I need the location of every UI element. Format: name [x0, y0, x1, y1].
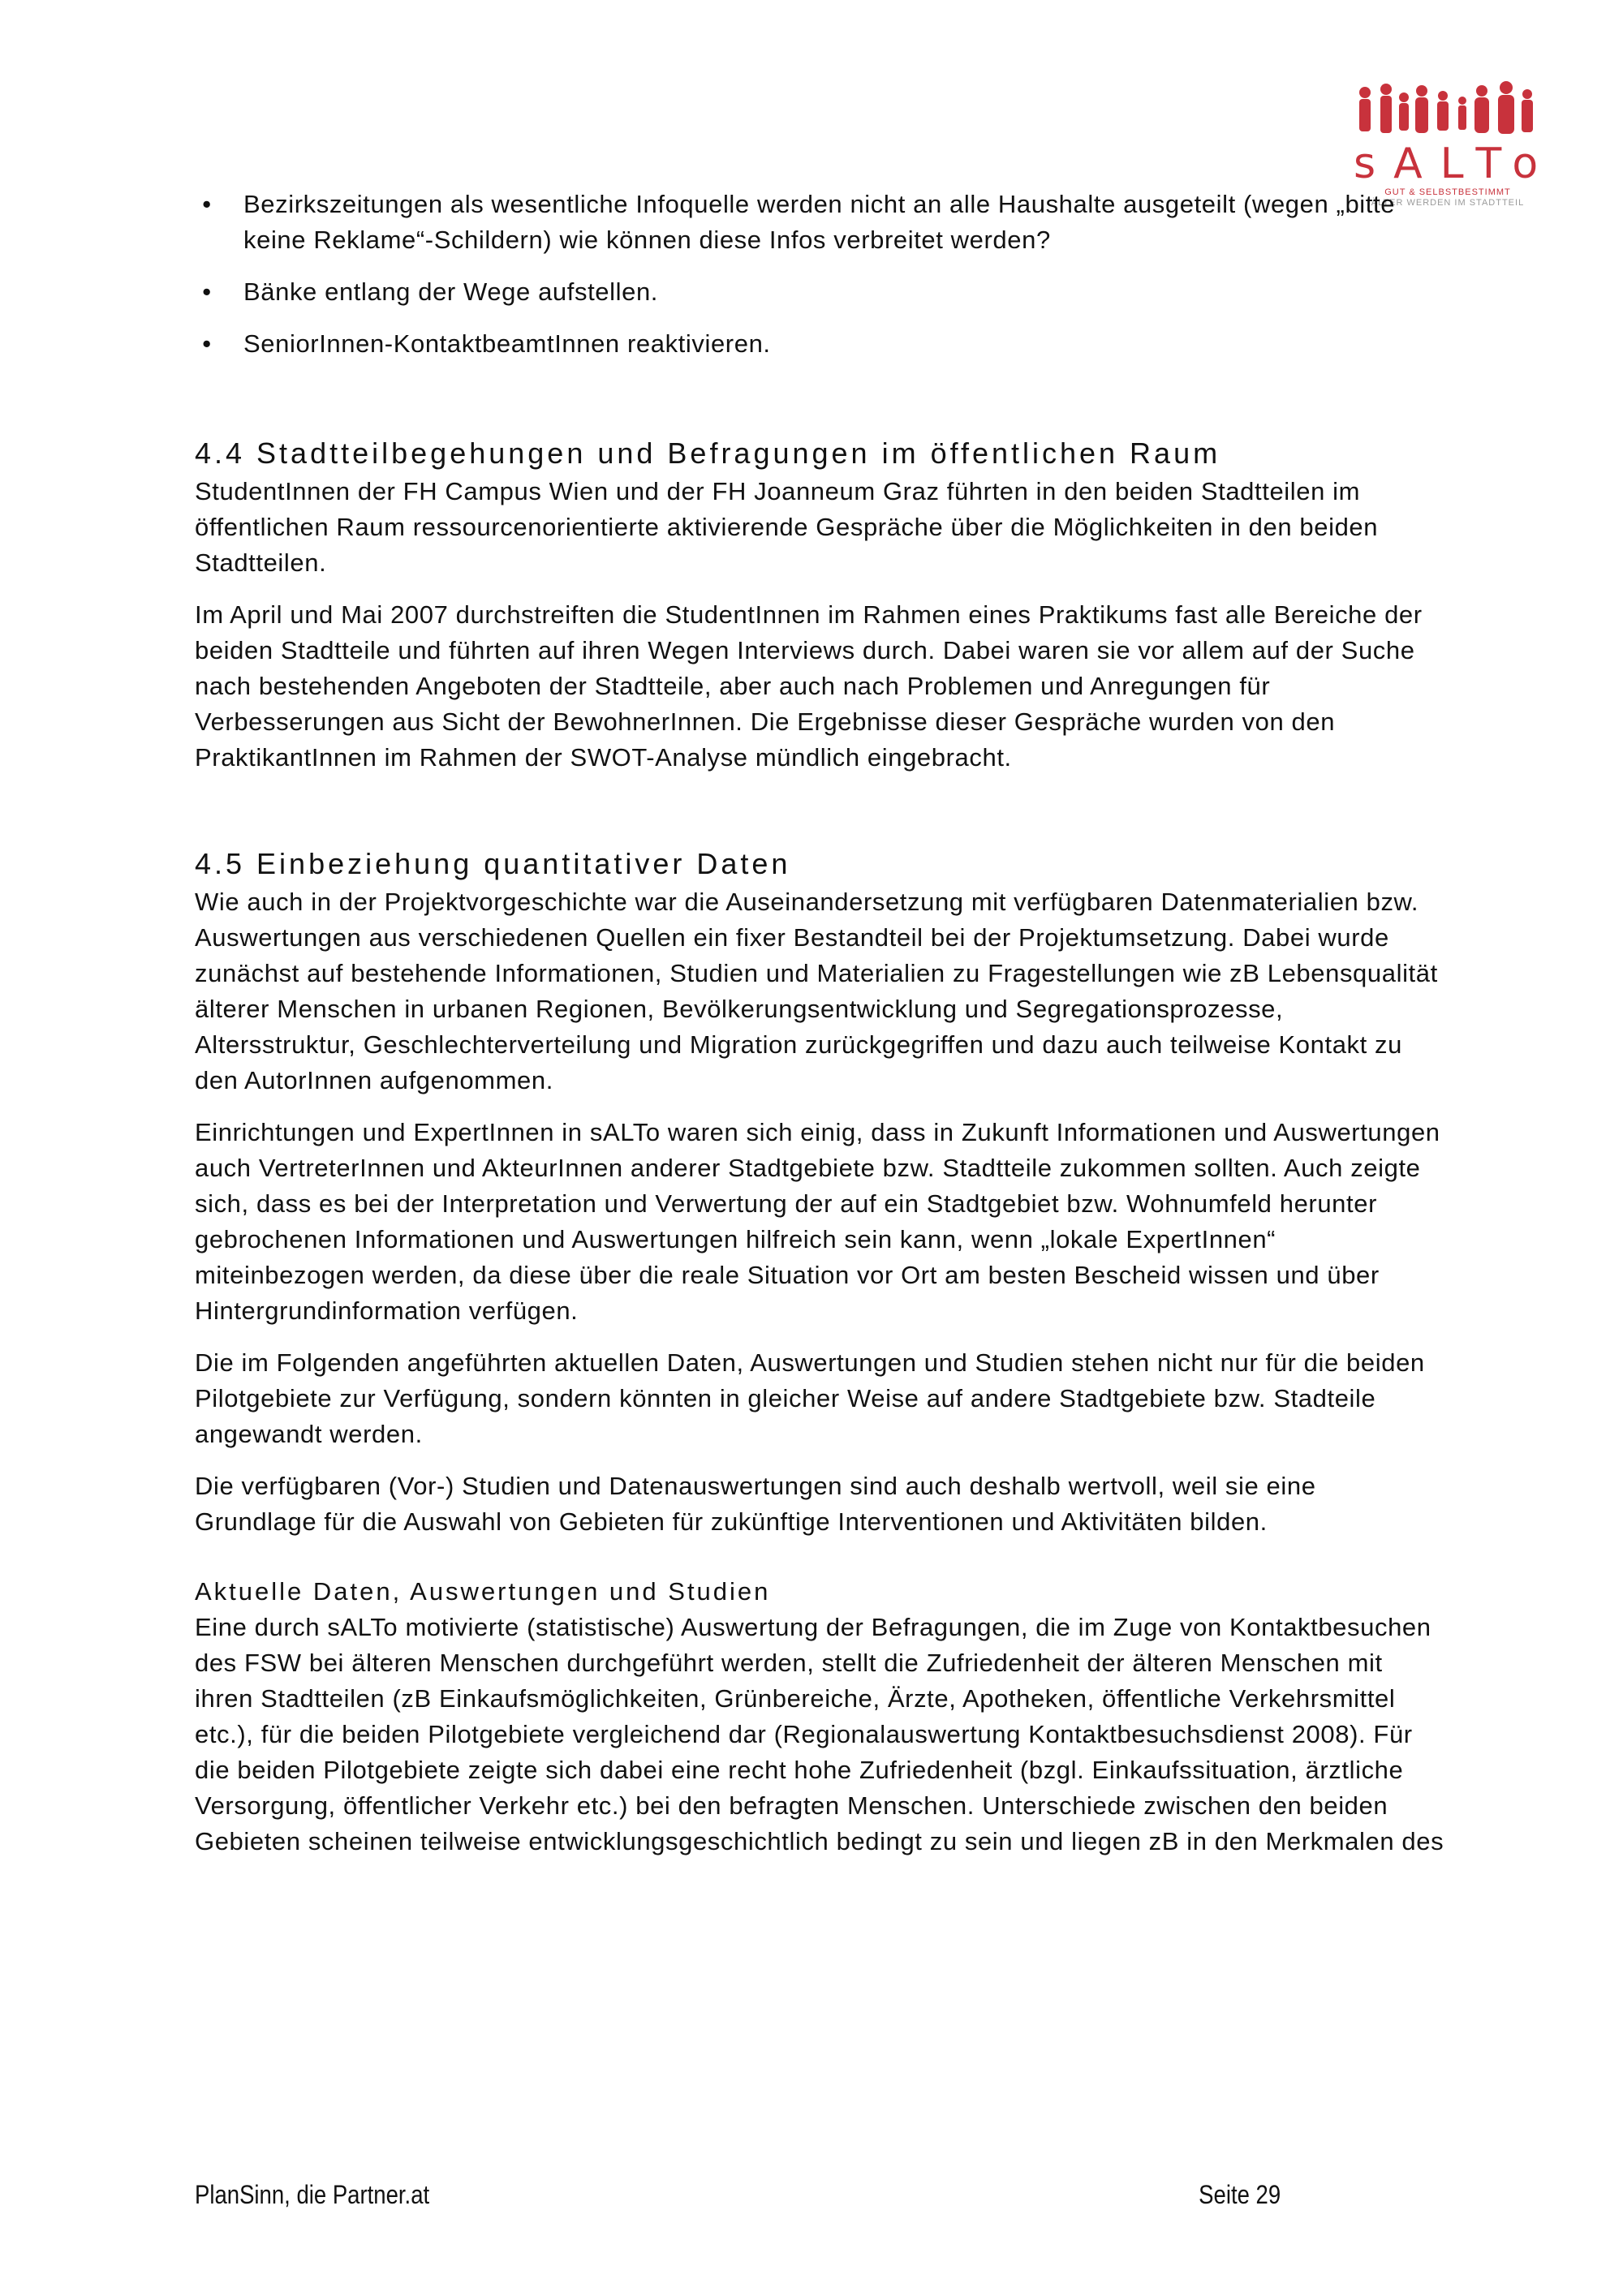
footer-source: PlanSinn, die Partner.at — [195, 2180, 430, 2209]
page-number: Seite 29 — [1199, 2180, 1281, 2209]
paragraph: Die im Folgenden angeführten aktuellen Daten, Auswertungen und Studien stehen nicht nur für die beiden Pilotgebiete zur Verfügung, sondern könnten in gleicher Weise auf andere Stadtgebiete bzw. Stadteile angewandt werden. — [195, 1348, 1425, 1448]
paragraph: Wie auch in der Projektvorgeschichte war die Auseinandersetzung mit verfügbaren Datenmaterialien bzw. Auswertungen aus verschiedenen Quellen ein fixer Bestandteil bei der Projektumsetzung. Dabei wurde zunächst auf bestehende Informationen, Studien und Materialien zu Fragestellungen wie zB Lebensqualität älterer Menschen in urbanen Regionen, Bevölkerungsentwicklung und Segregationsprozesse, Altersstruktur, Geschlechterverteilung und Migration zurückgegriffen und dazu auch teilweise Kontakt zu den AutorInnen aufgenommen. — [195, 888, 1438, 1094]
page-footer — [195, 2177, 1281, 2212]
paragraph: Einrichtungen und ExpertInnen in sALTo waren sich einig, dass in Zukunft Informationen und Auswertungen auch VertreterInnen und AkteurInnen anderer Stadtgebiete bzw. Stadtteile zukommen sollten. Auch zeigte sich, dass es bei der Interpretation und Verwertung der auf ein Stadtgebiet bzw. Wohnumfeld herunter gebrochenen Informationen und Auswertungen hilfreich sein kann, wenn „lokale ExpertInnen“ miteinbezogen werden, da diese über die reale Situation vor Ort am besten Bescheid wissen und über Hintergrundinformation verfügen. — [195, 1118, 1440, 1325]
paragraph: Im April und Mai 2007 durchstreiften die StudentInnen im Rahmen eines Praktikums fast alle Bereiche der beiden Stadtteile und führten auf ihren Wegen Interviews durch. Dabei waren sie vor allem auf der Suche nach bestehenden Angeboten der Stadtteile, aber auch nach Problemen und Anregungen für Verbesserungen aus Sicht der BewohnerInnen. Die Ergebnisse dieser Gespräche wurden von den PraktikantInnen im Rahmen der SWOT-Analyse mündlich eingebracht. — [195, 600, 1423, 772]
logo-tagline-2: ÄLTER WERDEN IM STADTTEIL — [1371, 198, 1525, 208]
list-item-text: Bezirkszeitungen als wesentliche Infoquelle werden nicht an alle Haushalte ausgeteilt (wegen „bitte keine Reklame“-Schildern) wie können diese Infos verbreitet werden? — [243, 190, 1396, 254]
subsection-heading: Aktuelle Daten, Auswertungen und Studien — [195, 1577, 771, 1606]
paragraph: Eine durch sALTo motivierte (statistische) Auswertung der Befragungen, die im Zuge von Kontaktbesuchen des FSW bei älteren Menschen durchgeführt werden, stellt die Zufriedenheit der älteren Menschen mit ihren Stadtteilen (zB Einkaufsmöglichkeiten, Grünbereiche, Ärzte, Apotheken, öffentliche Verkehrsmittel etc.), für die beiden Pilotgebiete vergleichend dar (Regionalauswertung Kontaktbesuchsdienst 2008). Für die beiden Pilotgebiete zeigte sich dabei eine recht hohe Zufriedenheit (bzgl. Einkaufssituation, ärztliche Versorgung, öffentlicher Verkehr etc.) bei den befragten Menschen. Unterschiede zwischen den beiden Gebieten scheinen teilweise entwicklungsgeschichtlich bedingt zu sein und liegen zB in den Merkmalen des — [195, 1613, 1444, 1855]
list-item-text: Bänke entlang der Wege aufstellen. — [243, 277, 658, 306]
logo-tagline-1: GUT & SELBSTBESTIMMT — [1384, 187, 1511, 197]
list-item — [195, 187, 1444, 258]
paragraph: StudentInnen der FH Campus Wien und der FH Joanneum Graz führten in den beiden Stadtteilen im öffentlichen Raum ressourcenorientierte aktivierende Gespräche über die Möglichkeiten in den beiden Stadtteilen. — [195, 477, 1379, 577]
bullet-icon: • — [202, 190, 212, 218]
paragraph: Die verfügbaren (Vor-) Studien und Datenauswertungen sind auch deshalb wertvoll, weil sie eine Grundlage für die Auswahl von Gebieten für zukünftige Interventionen und Aktivitäten bilden. — [195, 1472, 1316, 1536]
list-item — [195, 326, 1444, 362]
people-silhouettes-icon — [1347, 81, 1542, 146]
bullet-list — [195, 187, 1444, 362]
list-item — [195, 274, 1444, 310]
section-heading-4-5: 4.5 Einbeziehung quantitativer Daten — [195, 847, 791, 880]
list-item-text: SeniorInnen-KontaktbeamtInnen reaktivieren. — [243, 329, 771, 358]
section-heading-4-4: 4.4 Stadtteilbegehungen und Befragungen im öffentlichen Raum — [195, 436, 1221, 470]
page-content — [195, 187, 1444, 1876]
bullet-icon: • — [202, 329, 212, 358]
bullet-icon: • — [202, 277, 212, 306]
logo-wordmark: sALTo — [1354, 140, 1556, 188]
